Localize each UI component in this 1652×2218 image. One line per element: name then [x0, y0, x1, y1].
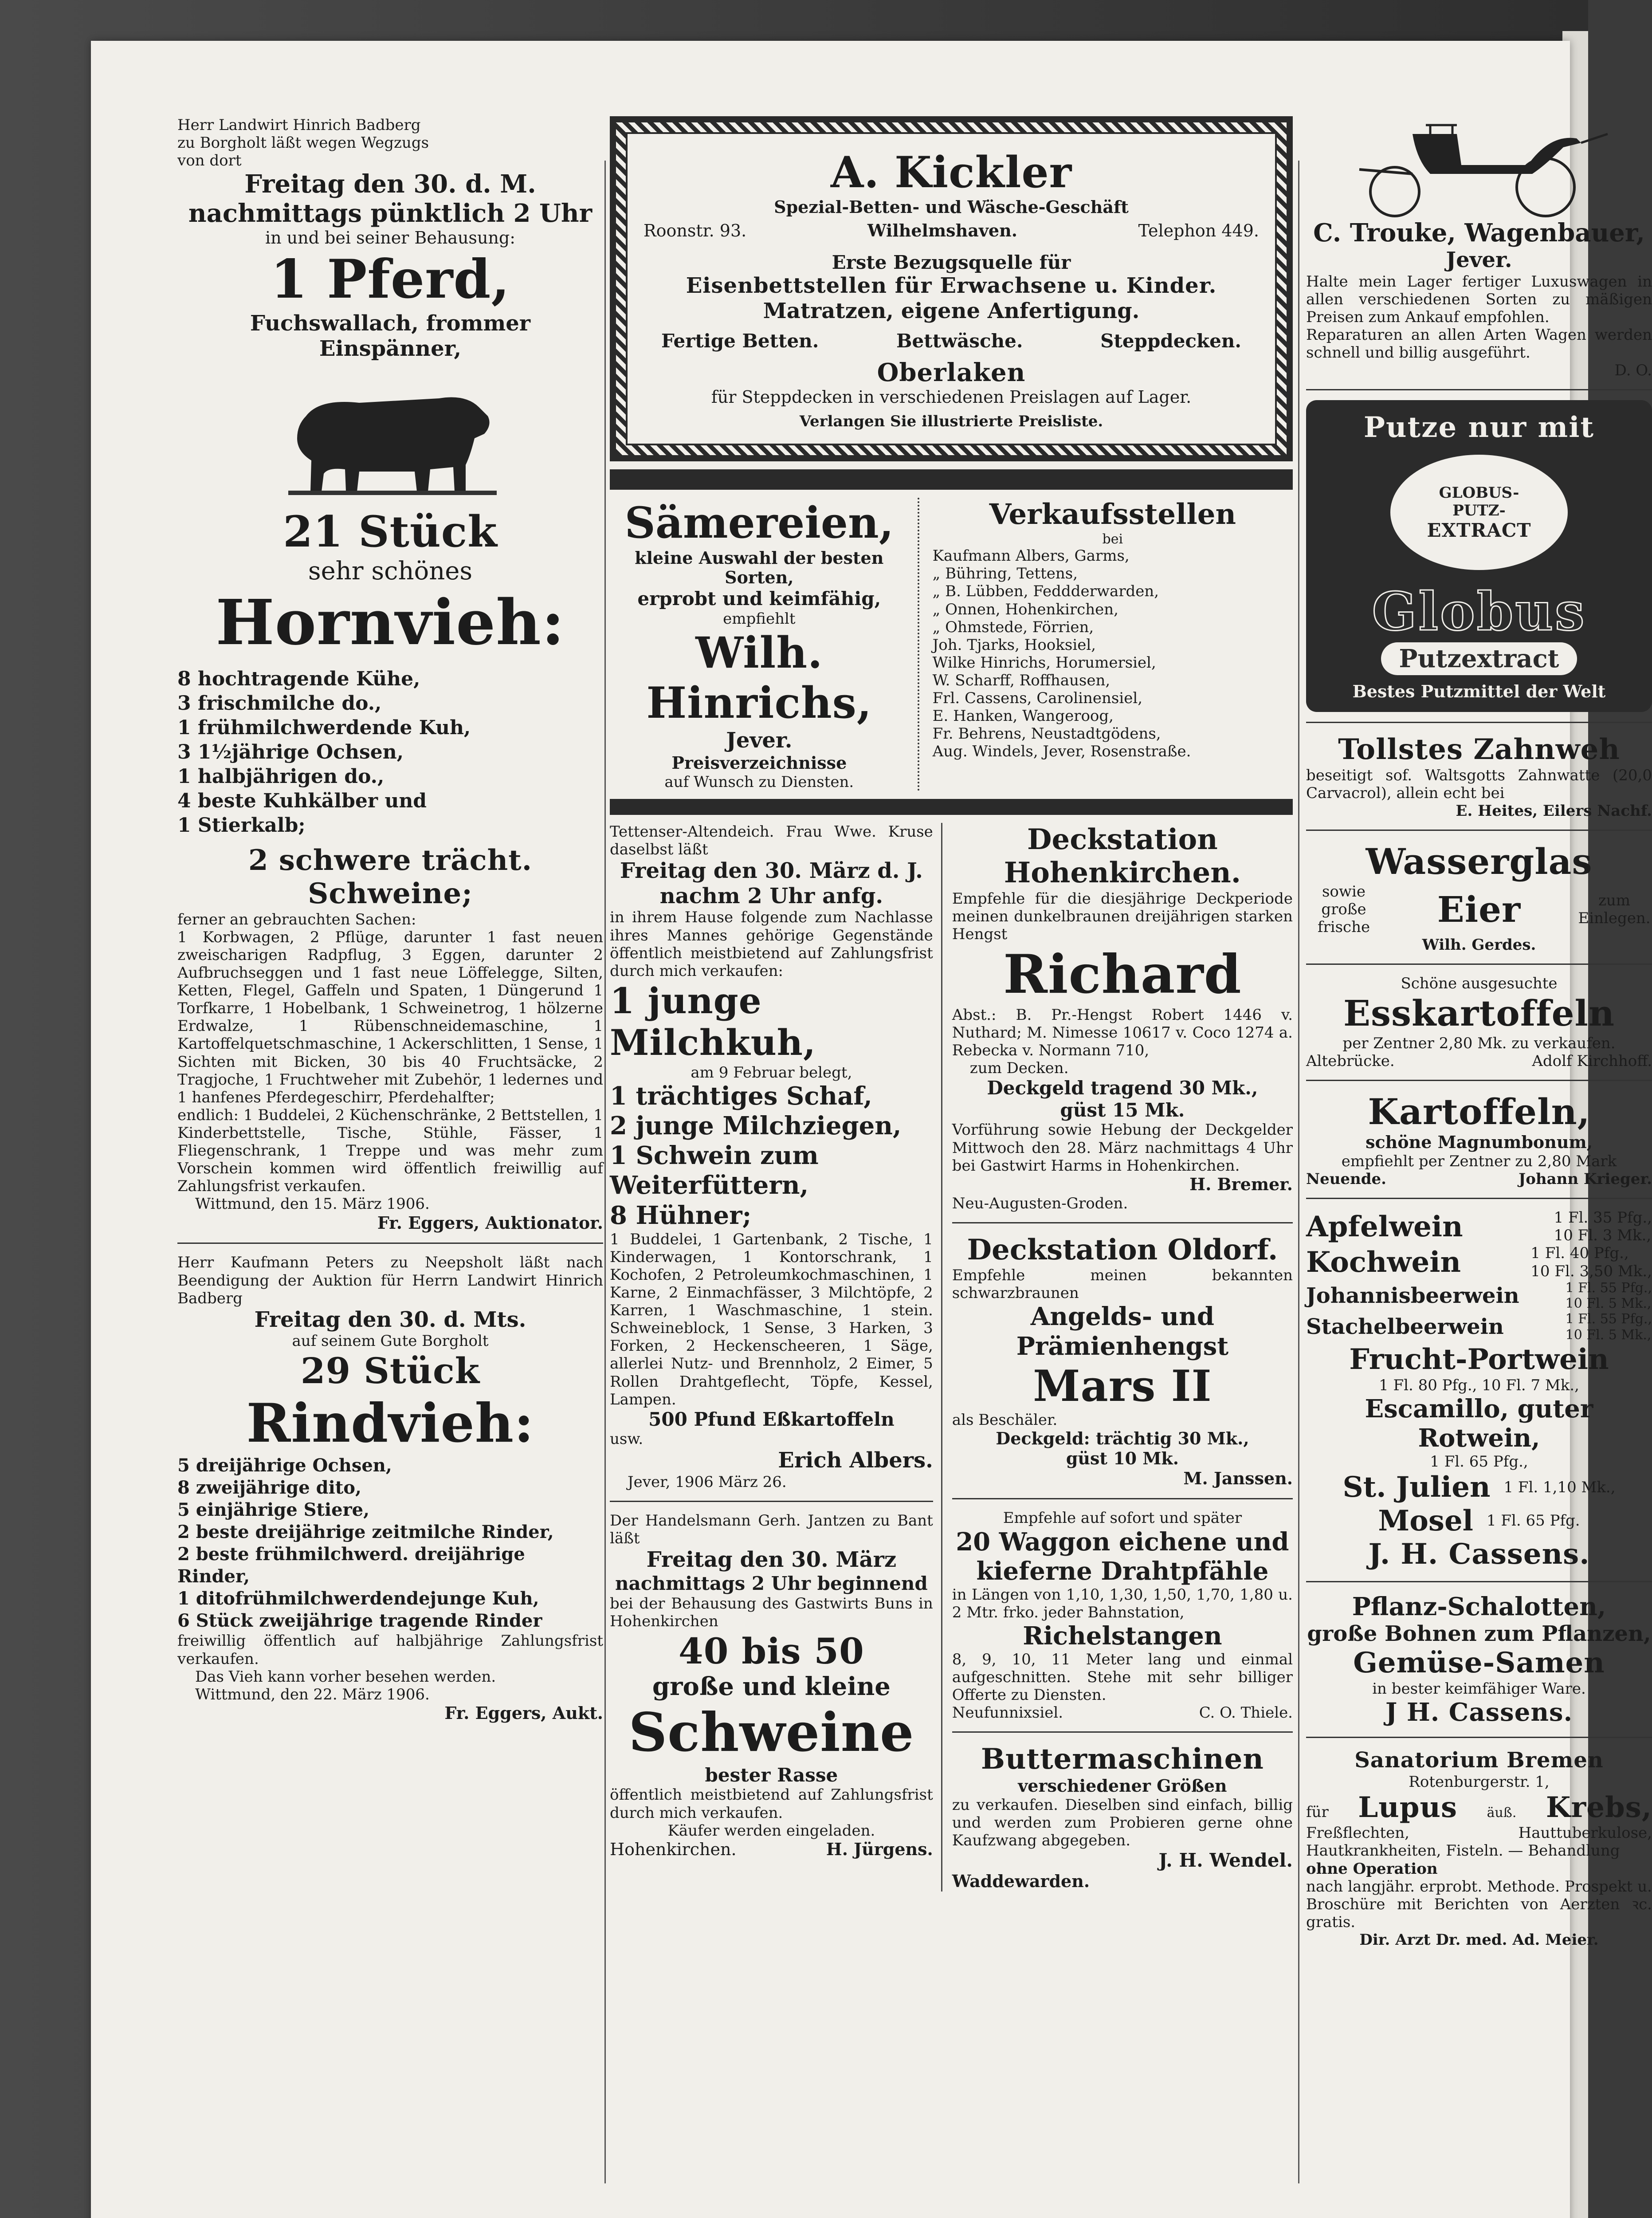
list-item: 1 halbjährigen do.,	[177, 765, 385, 788]
ad-subline: Angelds- und Prämienhengst	[1016, 1302, 1229, 1361]
ad-text: empfiehlt per Zentner zu 2,80 Mark	[1341, 1152, 1617, 1170]
ad-signature: H. Bremer.	[1189, 1174, 1293, 1194]
signature-row	[952, 1704, 1293, 1722]
globus-tagline: Bestes Putzmittel der Welt	[1352, 681, 1606, 702]
ad-text: äuß.	[1487, 1805, 1517, 1821]
wine-name: Frucht-Portwein	[1349, 1343, 1609, 1376]
signature-row	[1306, 1052, 1652, 1070]
column-rule	[604, 161, 606, 2183]
list-item: 1 trächtiges Schaf,	[610, 1081, 872, 1111]
list-item: 2 beste frühmilchwerd. dreijährige Rinder,	[177, 1544, 525, 1587]
eggs-row	[1306, 883, 1652, 936]
list-item: 5 dreijährige Ochsen,	[177, 1455, 392, 1476]
ad-text: in Längen von 1,10, 1,30, 1,50, 1,70, 1,80 u. 2 Mtr. frko. jeder Bahnstation,	[952, 1585, 1293, 1621]
signature-row	[610, 1840, 933, 1860]
ad-separator	[952, 1222, 1293, 1223]
ad-headline: Richard	[1003, 943, 1242, 1006]
ad-headline: 20 Waggon eichene und	[956, 1527, 1289, 1557]
ad-body: Reparaturen an allen Arten Wagen werden schnell und billig ausgeführt.	[1306, 326, 1652, 362]
can-label: GLOBUS-	[1439, 484, 1519, 502]
ad-text: in und bei seiner Behausung:	[265, 228, 516, 248]
column-rule	[1298, 161, 1299, 2183]
list-item: 3 frischmilche do.,	[177, 692, 382, 715]
list-item: 8 Hühner;	[610, 1200, 752, 1230]
ad-headline: Kartoffeln,	[1368, 1090, 1590, 1133]
wine-name: Mosel	[1378, 1504, 1473, 1538]
wine-row	[1306, 1504, 1652, 1538]
ad-headline: 21 Stück	[283, 507, 498, 557]
ad-body: Vorführung sowie Hebung der Deckgelder Mittwoch den 28. März nachmittags 4 Uhr bei Gastwirt Harms in Hohenkirchen.	[952, 1121, 1293, 1175]
ad-headline: Deckstation Hohenkirchen.	[1004, 822, 1241, 890]
list-item: E. Hanken, Wangeroog,	[932, 707, 1114, 725]
esskartoffeln-ad	[1306, 975, 1652, 1070]
ad-text: Matratzen, eigene Anfertigung.	[763, 299, 1140, 324]
ad-place: Neu-Augusten-Groden.	[952, 1194, 1128, 1212]
ad-separator	[610, 1501, 933, 1502]
ad-text: 8, 9, 10, 11 Meter lang und einmal aufgeschnitten. Stehe mit sehr billiger Offerte zu Diensten.	[952, 1651, 1293, 1704]
ad-street: Roonstr. 93.	[644, 221, 747, 241]
wine-name: Escamillo, guter Rotwein,	[1365, 1394, 1593, 1453]
wine-price	[1530, 1244, 1652, 1280]
ad-signature: Erich Albers.	[778, 1448, 933, 1473]
oldorf-ad	[952, 1233, 1293, 1489]
list-item: 6 Stück zweijährige tragende Rinder	[177, 1610, 542, 1632]
globus-ad	[1306, 400, 1652, 712]
list-item: Kaufmann Albers, Garms,	[932, 547, 1130, 565]
verkauf-ad	[919, 498, 1293, 791]
ad-date: Freitag den 30. März d. J.	[620, 858, 923, 884]
ad-headline: Schweine	[628, 1701, 914, 1764]
ad-subline: verschiedener Größen	[1018, 1775, 1227, 1796]
ad-text: auf seinem Gute Borgholt	[292, 1332, 489, 1350]
ad-signature: M. Janssen.	[1183, 1468, 1293, 1488]
ad-headline: Putze nur mit	[1363, 411, 1595, 444]
ad-text: in bester keimfähiger Ware.	[1372, 1679, 1586, 1698]
wine-price-10: 10 Fl. 3 Mk.,	[1554, 1227, 1652, 1245]
ad-date: Freitag den 30. d. Mts.	[254, 1307, 526, 1332]
wine-price	[1566, 1280, 1652, 1312]
sanatorium-ad	[1306, 1748, 1652, 1949]
ad-signature: J. H. Cassens.	[1368, 1538, 1590, 1571]
ad-time: nachmittags 2 Uhr beginnend	[615, 1573, 928, 1595]
ad-time: nachm 2 Uhr anfg.	[659, 883, 883, 908]
globus-can-icon	[1390, 455, 1568, 570]
ad-headline: 1 Pferd,	[270, 248, 510, 311]
ad-separator	[1306, 830, 1652, 831]
ad-signature: Fr. Eggers, Aukt.	[444, 1703, 603, 1723]
ad-headline: Oberlaken	[877, 358, 1026, 388]
newspaper-page	[91, 41, 1652, 2218]
ad-headline: Rindvieh:	[246, 1392, 534, 1455]
list-item: 1 ditofrühmilchwerdendejunge Kuh,	[177, 1588, 539, 1609]
ad-text: zu Borgholt läßt wegen Wegzugs	[177, 134, 429, 152]
ad-text: güst 10 Mk.	[1066, 1448, 1179, 1468]
samen-ad	[610, 498, 919, 791]
schweine-ad	[610, 1512, 933, 1859]
column-middle	[610, 116, 1293, 1892]
zahnweh-ad	[1306, 733, 1652, 820]
list-item: Aug. Windels, Jever, Rosenstraße.	[932, 743, 1191, 761]
ad-text: Herr Landwirt Hinrich Badberg	[177, 116, 421, 134]
kickler-ad	[610, 116, 1293, 461]
product-item: Bettwäsche.	[896, 330, 1023, 352]
address-row	[644, 221, 1259, 241]
middle-right-sub	[942, 823, 1293, 1892]
ad-text: Empfehle meinen bekannten schwarzbraunen	[952, 1266, 1293, 1302]
ad-subline: Spezial-Betten- und Wäsche-Geschäft	[774, 197, 1129, 217]
ad-city: Wilhelmshaven.	[867, 220, 1017, 241]
shop-list	[933, 547, 1293, 760]
ad-headline: Hornvieh:	[216, 586, 565, 659]
ad-date: Freitag den 30. März	[646, 1547, 897, 1573]
ad-signature: Johann Krieger.	[1519, 1170, 1652, 1188]
ad-headline: 40 bis 50	[679, 1630, 864, 1672]
heavy-rule	[610, 799, 1293, 815]
ad-text: Preisverzeichnisse	[671, 753, 847, 773]
ad-body: in ihrem Hause folgende zum Nachlasse ihres Mannes gehörige Gegenstände öffentlich meistbietend auf Zahlungsfrist durch mich verkaufen:	[610, 908, 933, 980]
ad-separator	[1306, 1198, 1652, 1199]
ad-text: 500 Pfund Eßkartoffeln	[648, 1408, 895, 1430]
ad-body: endlich: 1 Buddelei, 2 Küchenschränke, 2 Bettstellen, 1 Kinderbettstelle, Tische, Stühle, Fässer, 1 Fliegenschrank, 1 Treppe und was mehr zum Vorschein kommen wird öffentlich freiwillig auf Zahlungsfrist verkaufen.	[177, 1106, 603, 1196]
ad-signature: D. O.	[1614, 362, 1652, 380]
ad-headline: Wasserglas	[1366, 841, 1593, 883]
ad-text: Empfehle für die diesjährige Deckperiode meinen dunkelbraunen dreijährigen starken Hengst	[952, 889, 1293, 944]
list-item: W. Scharff, Roffhausen,	[932, 671, 1110, 689]
lower-middle-row	[610, 823, 1293, 1892]
ad-date-line: Wittmund, den 15. März 1906.	[195, 1195, 430, 1213]
ad-text: Deckgeld: trächtig 30 Mk.,	[996, 1428, 1249, 1448]
ad-text: zum Decken.	[969, 1059, 1069, 1078]
wine-ad	[1306, 1209, 1652, 1571]
ad-body: nach langjähr. erprobt. Methode. Prospekt u. Broschüre mit Berichten von Aerzten ꝛc. gratis.	[1306, 1877, 1652, 1931]
cattle-list	[177, 1455, 603, 1632]
list-item: 1 Stierkalb;	[177, 814, 306, 837]
ad-headline: Tollstes Zahnweh	[1338, 733, 1620, 767]
ad-body: 1 Korbwagen, 2 Pflüge, darunter 1 fast neuen zweischarigen Radpflug, 3 Eggen, darunter 2 Aufbruchseggen und 1 fast neue Löffelegge, Silten, Ketten, Flegel, Gaffeln und Spaten, 1 Düngerund 1 Torfkarre, 1 Hobelbank, 1 Schweinetrog, 1 hölzerne Erdwalze, 1 Rübenschneidemaschine, 1 Kartoffelquetschmaschine, 1 Ackerschlitten, 1 Sense, 1 Sichten mit Bicken, 30 bis 40 Fruchtsäcke, 2 Tragjoche, 1 Fruchtweher mit Zubehör, 1 ledernes und 1 hanfenes Pferdegeschirr, Pferdehalfter;	[177, 928, 603, 1106]
ad-headline: Esskartoffeln	[1343, 992, 1615, 1034]
ad-text: für	[1306, 1803, 1329, 1821]
ad-headline: große Bohnen zum Pflanzen,	[1307, 1621, 1651, 1646]
list-item: Frl. Cassens, Carolinensiel,	[932, 689, 1143, 708]
ad-headline: Deckstation Oldorf.	[967, 1233, 1278, 1266]
ad-separator	[1306, 722, 1652, 723]
list-item: 8 zweijährige dito,	[177, 1477, 361, 1498]
wine-row	[1306, 1280, 1652, 1312]
ad-time: nachmittags pünktlich 2 Uhr	[188, 199, 593, 228]
seeds-row	[610, 498, 1293, 791]
ad-text: Empfehle auf sofort und später	[1003, 1509, 1242, 1527]
ad-headline: 1 junge Milchkuh,	[610, 979, 816, 1064]
product-item: Fertige Betten.	[661, 330, 819, 352]
ad-text: als Beschäler.	[952, 1411, 1058, 1429]
ad-headline: Pflanz-Schalotten,	[1352, 1592, 1606, 1621]
wine-price-1: 1 Fl. 40 Pfg.,	[1530, 1244, 1629, 1262]
list-item: Joh. Tjarks, Hooksiel,	[932, 636, 1096, 654]
wine-name: Apfelwein	[1306, 1210, 1463, 1243]
ad-date: Freitag den 30. d. M.	[244, 169, 536, 199]
ad-body: Das Vieh kann vorher besehen werden.	[195, 1667, 496, 1686]
wine-price-1: 1 Fl. 55 Pfg.,	[1565, 1311, 1652, 1327]
ad-text: sowie große frische	[1317, 882, 1370, 936]
wine-price	[1554, 1209, 1652, 1244]
ad-text: Verlangen Sie illustrierte Preisliste.	[799, 413, 1103, 431]
list-item: „ Onnen, Hohenkirchen,	[932, 600, 1118, 618]
wagenbauer-ad	[1306, 116, 1652, 379]
ad-signature: J. H. Wendel.	[1158, 1849, 1293, 1872]
ad-signature: C. O. Thiele.	[1199, 1704, 1293, 1722]
carriage-illustration	[1342, 116, 1617, 218]
cattle-list	[177, 667, 603, 838]
ad-subline: schöne Magnumbonum,	[1366, 1132, 1593, 1152]
ad-text: Abst.: B. Pr.-Hengst Robert 1446 v. Nuthard; M. Nimesse 10617 v. Coco 1274 a. Rebecka v. Normann 710,	[952, 1006, 1293, 1060]
ad-text: bei der Behausung des Gastwirts Buns in Hohenkirchen	[610, 1594, 933, 1630]
ad-date-line: Jever, 1906 März 26.	[628, 1473, 787, 1491]
ad-subline: große und kleine	[652, 1672, 891, 1702]
auction-ad-badberg	[177, 116, 603, 1233]
wine-name: Johannisbeerwein	[1306, 1283, 1519, 1308]
ad-text: Herr Kaufmann Peters zu Neepsholt läßt nach Beendigung der Auktion für Herrn Landwirt Hinrich Badberg	[177, 1254, 603, 1307]
ad-signature: Adolf Kirchhoff.	[1532, 1052, 1652, 1070]
ad-headline: Krebs,	[1546, 1790, 1652, 1824]
ad-text: per Zentner 2,80 Mk. zu verkaufen.	[1342, 1034, 1616, 1052]
heavy-rule	[610, 469, 1293, 490]
ad-place: Waddewarden.	[952, 1871, 1090, 1891]
ad-body: 1 Buddelei, 1 Gartenbank, 2 Tische, 1 Kinderwagen, 1 Kontorschrank, 1 Kochofen, 2 Petroleumkochmaschinen, 1 Karne, 2 Einmachfässer, 3 Milchtöpfe, 2 Karren, 1 Waschmaschine, 1 stein. Schweineblock, 1 Sense, 3 Harken, 3 Forken, 2 Heckenscheeren, 1 Säge, allerlei Nutz- und Brennholz, 2 Eimer, 5 Rollen Drahtgeflecht, Töpfe, Kessel, Lampen.	[610, 1230, 933, 1408]
butter-ad	[952, 1742, 1293, 1891]
ad-text: am 9 Februar belegt,	[691, 1063, 852, 1081]
ad-headline: Gemüse-Samen	[1353, 1646, 1605, 1680]
ad-headline: Richelstangen	[1023, 1621, 1222, 1651]
ad-subline: sehr schönes	[308, 557, 473, 586]
disease-row	[1306, 1791, 1652, 1825]
wine-price-1: 1 Fl. 35 Pfg.,	[1554, 1209, 1652, 1227]
list-item: 8 hochtragende Kühe,	[177, 667, 420, 690]
kartoffeln-ad	[1306, 1091, 1652, 1188]
drahtpfaehle-ad	[952, 1509, 1293, 1722]
ad-text: erprobt und keimfähig,	[637, 588, 881, 610]
ad-headline: Sämereien,	[624, 498, 894, 548]
ad-place: Altebrücke.	[1306, 1052, 1395, 1070]
ad-separator	[1306, 1737, 1652, 1738]
hengst-ad	[952, 823, 1293, 1212]
ad-body: Freßflechten, Hauttuberkulose, Hautkrankheiten, Fisteln. — Behandlung	[1306, 1824, 1652, 1860]
ad-headline: Eier	[1437, 888, 1521, 930]
wine-price: 1 Fl. 1,10 Mk.,	[1503, 1478, 1616, 1496]
wine-row	[1306, 1209, 1652, 1244]
ad-text: Erste Bezugsquelle für	[832, 251, 1071, 273]
wine-name: St. Julien	[1342, 1471, 1491, 1504]
ad-text: Schöne ausgesuchte	[1401, 975, 1558, 993]
ad-body: zu verkaufen. Dieselben sind einfach, billig und werden zum Probieren gerne ohne Kaufzwang abgegeben.	[952, 1796, 1293, 1850]
wine-price: 1 Fl. 65 Pfg.	[1486, 1512, 1580, 1530]
ad-headline: Sanatorium Bremen	[1354, 1748, 1604, 1773]
ad-date-line: Wittmund, den 22. März 1906.	[195, 1685, 430, 1703]
ad-text: von dort	[177, 152, 242, 170]
ad-headline: Verkaufsstellen	[989, 498, 1236, 531]
list-item: 1 Schwein zum Weiterfüttern,	[610, 1141, 819, 1200]
globus-logo: Globus	[1372, 581, 1586, 643]
pflanz-ad	[1306, 1592, 1652, 1727]
ad-separator	[952, 1498, 1293, 1499]
ad-subline: Jever.	[1446, 248, 1512, 273]
list-item: 1 frühmilchwerdende Kuh,	[177, 716, 471, 739]
ad-headline: 29 Stück	[300, 1350, 480, 1392]
ad-place: Neuende.	[1306, 1170, 1387, 1188]
wine-price	[1566, 1311, 1652, 1343]
products-row	[644, 324, 1259, 358]
wine-price: 1 Fl. 80 Pfg., 10 Fl. 7 Mk.,	[1379, 1376, 1579, 1394]
list-item: 2 junge Milchziegen,	[610, 1111, 902, 1140]
ad-body: beseitigt sof. Waltsgotts Zahnwatte (20,0 Carvacrol), allein echt bei	[1306, 766, 1652, 802]
ad-text: empfiehlt	[723, 610, 796, 628]
auction-ad-peters	[177, 1254, 603, 1723]
ox-illustration	[279, 367, 501, 500]
ad-text: Tettenser-Altendeich. Frau Wwe. Kruse daselbst läßt	[610, 822, 933, 859]
wine-price-1: 1 Fl. 55 Pfg.,	[1565, 1280, 1652, 1296]
ad-text: auf Wunsch zu Diensten.	[664, 773, 854, 791]
ad-headline: Wilh. Hinrichs,	[646, 627, 872, 728]
ad-separator	[1306, 389, 1652, 390]
ad-subline: Jever.	[726, 728, 793, 753]
ad-headline: kieferne Drahtpfähle	[976, 1556, 1269, 1586]
ad-separator	[952, 1731, 1293, 1733]
ad-subline: Fuchswallach, frommer Einspänner,	[250, 311, 531, 361]
ad-text: kleine Auswahl der besten Sorten,	[635, 547, 884, 588]
ad-headline: Lupus	[1358, 1790, 1458, 1824]
signature-row	[1306, 1170, 1652, 1188]
animal-list	[610, 1081, 933, 1231]
ad-separator	[1306, 963, 1652, 965]
ad-headline: Eisenbettstellen für Erwachsene u. Kinder.	[686, 273, 1217, 299]
kickler-ad-inner	[626, 132, 1277, 445]
list-item: „ B. Lübben, Feddderwarden,	[932, 582, 1159, 601]
wine-row	[1306, 1311, 1652, 1343]
list-item: „ Ohmstede, Förrien,	[932, 618, 1094, 636]
ad-separator	[1306, 1080, 1652, 1081]
column-left	[177, 116, 603, 1723]
ad-text: Der Handelsmann Gerh. Jantzen zu Bant läßt	[610, 1512, 933, 1548]
can-label: EXTRACT	[1427, 519, 1531, 541]
ad-headline: Mars II	[1033, 1361, 1212, 1411]
middle-left-sub	[610, 823, 942, 1892]
ad-body: freiwillig öffentlich auf halbjährige Zahlungsfrist verkaufen.	[177, 1632, 603, 1668]
wine-price-10: 10 Fl. 5 Mk.,	[1565, 1327, 1652, 1343]
column-right	[1306, 116, 1652, 1949]
wine-name: Stachelbeerwein	[1306, 1314, 1504, 1340]
ad-text: güst 15 Mk.	[1060, 1099, 1185, 1121]
wine-price-10: 10 Fl. 5 Mk.,	[1565, 1296, 1652, 1312]
wasserglas-ad	[1306, 841, 1652, 954]
ad-signature: Wilh. Gerdes.	[1422, 936, 1536, 954]
ad-text: zum Einlegen.	[1578, 891, 1651, 927]
ad-place: Neufunnixsiel.	[952, 1704, 1063, 1722]
ad-subline: bester Rasse	[705, 1764, 838, 1786]
product-item: Steppdecken.	[1100, 330, 1241, 352]
ad-signature: Dir. Arzt Dr. med. Ad. Meier.	[1359, 1931, 1599, 1949]
wine-row	[1306, 1471, 1652, 1504]
list-item: „ Bühring, Tettens,	[932, 565, 1078, 583]
ad-signature: E. Heites, Eilers Nachf.	[1456, 802, 1652, 820]
wine-price: 1 Fl. 65 Pfg.,	[1430, 1452, 1528, 1471]
list-item: Wilke Hinrichs, Horumersiel,	[932, 653, 1156, 672]
ad-separator	[1306, 1581, 1652, 1582]
ad-signature: H. Jürgens.	[826, 1839, 933, 1859]
ad-headline: A. Kickler	[830, 147, 1072, 197]
ad-signature: J H. Cassens.	[1385, 1697, 1573, 1727]
list-item: Fr. Behrens, Neustadtgödens,	[932, 725, 1161, 743]
list-item: 4 beste Kuhkälber und	[177, 789, 427, 812]
wine-price-10: 10 Fl. 3,50 Mk.,	[1530, 1262, 1652, 1280]
ad-text: Käufer werden eingeladen.	[667, 1821, 875, 1840]
ad-text: bei	[1102, 531, 1123, 547]
list-item: 3 1½jährige Ochsen,	[177, 740, 404, 763]
ad-body: Halte mein Lager fertiger Luxuswagen in allen verschiedenen Sorten zu mäßigen Preisen zum Ankauf empfohlen.	[1306, 272, 1652, 326]
can-label: PUTZ-	[1452, 501, 1506, 519]
list-item: 2 beste dreijährige zeitmilche Rinder,	[177, 1522, 554, 1543]
ad-headline: 2 schwere trächt. Schweine;	[248, 843, 532, 911]
ad-phone: Telephon 449.	[1138, 221, 1259, 241]
ad-separator	[177, 1243, 603, 1244]
ad-place: Hohenkirchen.	[610, 1839, 737, 1859]
ad-text: für Steppdecken in verschiedenen Preislagen auf Lager.	[711, 387, 1192, 407]
ad-text: usw.	[610, 1430, 644, 1448]
ad-text: Rotenburgerstr. 1,	[1409, 1773, 1550, 1791]
ad-body: öffentlich meistbietend auf Zahlungsfrist durch mich verkaufen.	[610, 1786, 933, 1822]
ad-headline: C. Trouke, Wagenbauer,	[1313, 218, 1645, 248]
wine-row	[1306, 1244, 1652, 1280]
ad-text: Deckgeld tragend 30 Mk.,	[987, 1077, 1258, 1099]
ad-text: ohne Operation	[1306, 1860, 1438, 1878]
ad-headline: Buttermaschinen	[981, 1742, 1264, 1776]
list-item: 5 einjährige Stiere,	[177, 1499, 370, 1521]
globus-product: Putzextract	[1381, 642, 1577, 675]
ad-signature: Fr. Eggers, Auktionator.	[377, 1212, 603, 1233]
ad-text: ferner an gebrauchten Sachen:	[177, 910, 416, 928]
wine-name: Kochwein	[1306, 1245, 1461, 1279]
tettens-ad	[610, 823, 933, 1491]
